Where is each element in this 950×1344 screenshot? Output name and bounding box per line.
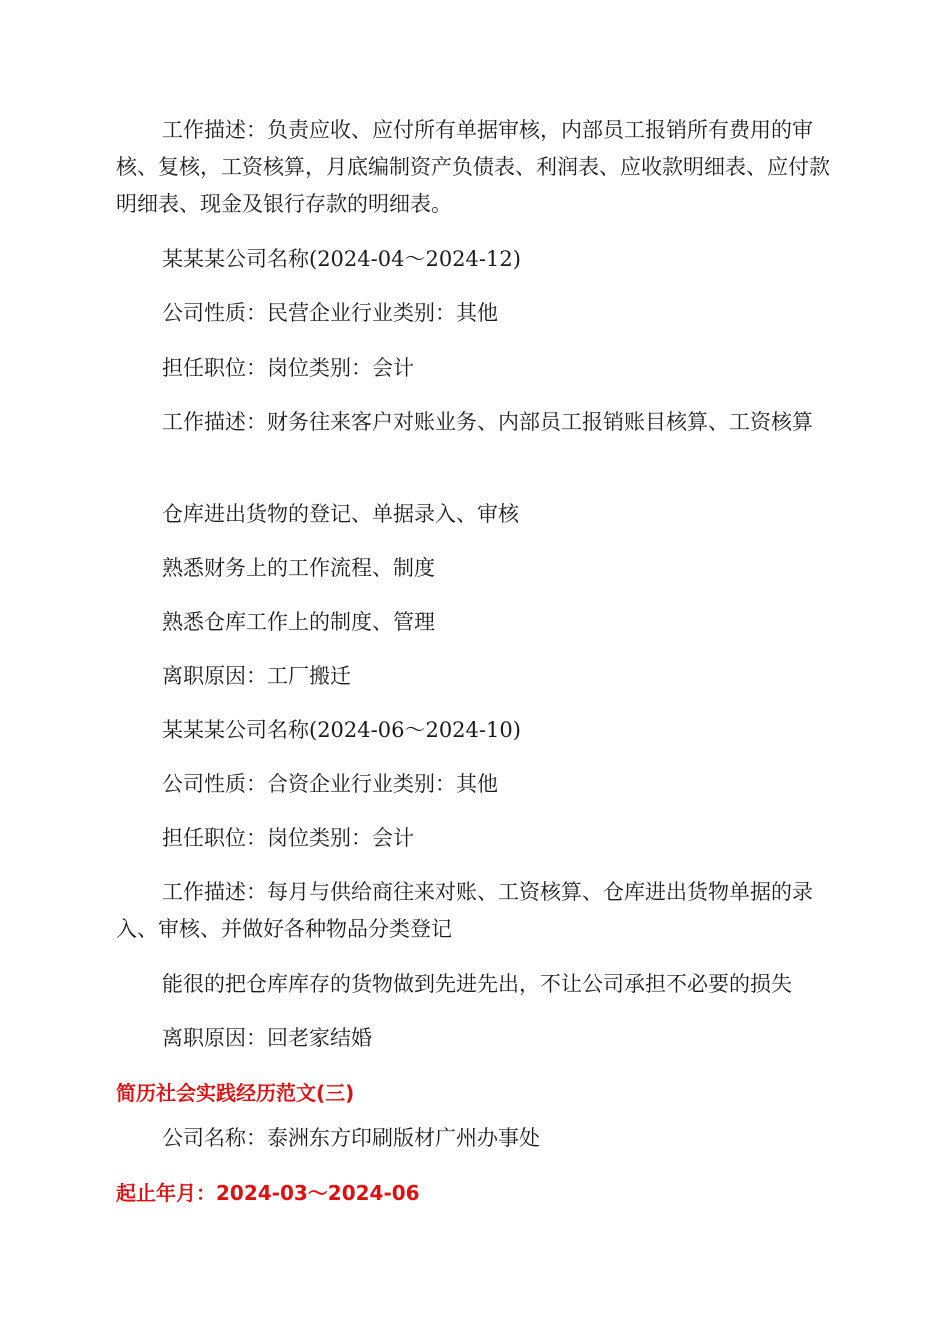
- paragraph-company-nature-1: 公司性质：民营企业行业类别：其他: [162, 301, 498, 325]
- paragraph-warehouse-rules: 熟悉仓库工作上的制度、管理: [162, 610, 435, 634]
- paragraph-job-description-1: 工作描述：负责应收、应付所有单据审核，内部员工报销所有费用的审核、复核，工资核算，月底编制资产负债表、利润表、应收款明细表、应付款明细表、现金及银行存款的明细表。: [116, 118, 830, 216]
- paragraph-company-line: 公司名称：泰洲东方印刷版材广州办事处: [162, 1126, 540, 1150]
- paragraph-job-description-3: 工作描述：每月与供给商往来对账、工资核算、仓库进出货物单据的录入、审核、并做好各种物品分类登记: [116, 880, 813, 941]
- paragraph-position-1: 担任职位：岗位类别：会计: [162, 356, 414, 380]
- paragraph-fifo: 能很的把仓库库存的货物做到先进先出，不让公司承担不必要的损失: [162, 972, 792, 996]
- section-heading: 简历社会实践经历范文(三): [116, 1081, 355, 1105]
- paragraph-position-2: 担任职位：岗位类别：会计: [162, 826, 414, 850]
- paragraph-company-name-1: 某某某公司名称(2024-04～2024-12): [162, 247, 521, 271]
- paragraph-finance-process: 熟悉财务上的工作流程、制度: [162, 556, 435, 580]
- paragraph-company-nature-2: 公司性质：合资企业行业类别：其他: [162, 772, 498, 796]
- paragraph-job-description-2: 工作描述：财务往来客户对账业务、内部员工报销账目核算、工资核算: [162, 410, 813, 434]
- paragraph-warehouse-entry: 仓库进出货物的登记、单据录入、审核: [162, 502, 519, 526]
- paragraph-company-name-2: 某某某公司名称(2024-06～2024-10): [162, 718, 521, 742]
- paragraph-leave-reason-2: 离职原因：回老家结婚: [162, 1026, 372, 1050]
- paragraph-leave-reason-1: 离职原因：工厂搬迁: [162, 664, 351, 688]
- period-heading: 起止年月：2024-03～2024-06: [116, 1181, 420, 1205]
